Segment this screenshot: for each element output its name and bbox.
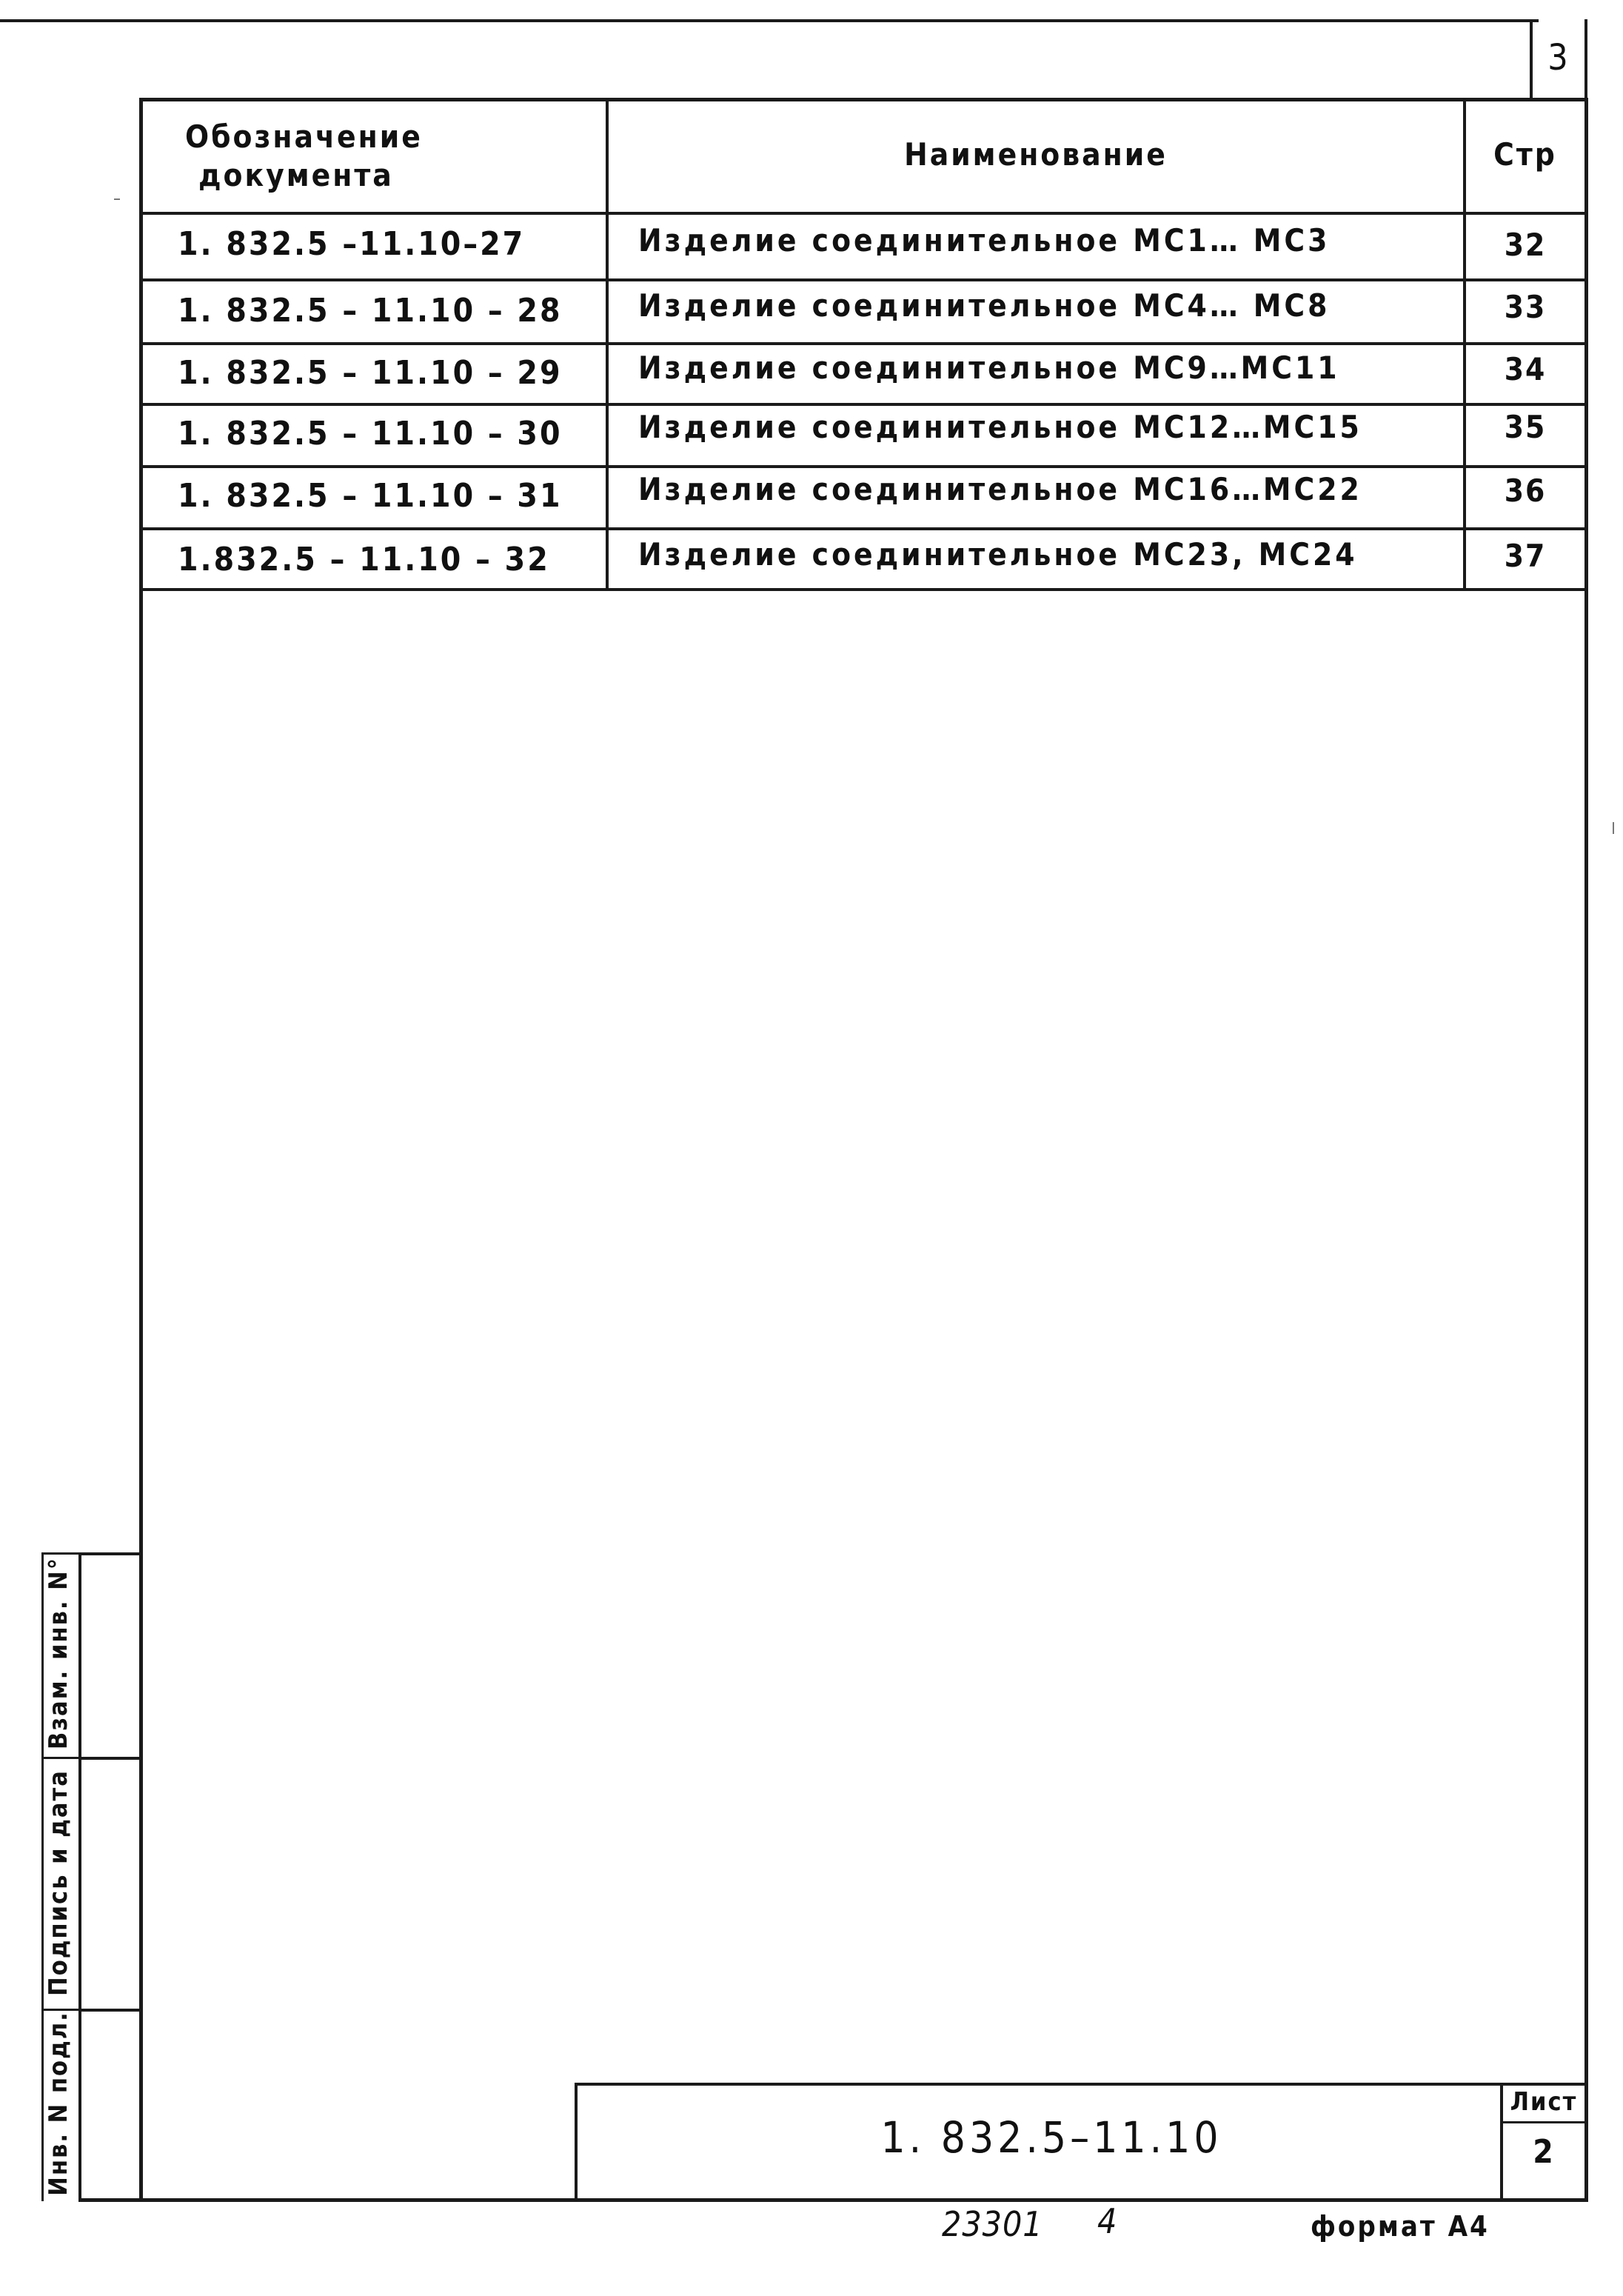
side-label-signature-date: Подпись и дата bbox=[44, 1769, 73, 1996]
header-designation-line2: документа bbox=[198, 157, 394, 193]
frame-top bbox=[139, 98, 1587, 101]
side-stamp-divider-1 bbox=[78, 1757, 142, 1760]
row-line-3 bbox=[139, 403, 1587, 406]
header-page: Стр bbox=[1493, 136, 1557, 173]
side-label-div-1 bbox=[41, 1757, 81, 1759]
row-code: 1. 832.5 – 11.10 – 29 bbox=[178, 354, 563, 392]
scan-mark-right bbox=[1613, 822, 1614, 834]
row-line-2 bbox=[139, 342, 1587, 345]
side-label-div-2 bbox=[41, 2009, 81, 2011]
copy-number: 4 bbox=[1097, 2201, 1119, 2241]
frame-bottom bbox=[78, 2198, 1588, 2202]
row-line-5 bbox=[139, 527, 1587, 530]
format-label: формат А4 bbox=[1311, 2210, 1490, 2243]
side-label-inv-orig: Инв. N подл. bbox=[44, 2011, 73, 2196]
row-page: 37 bbox=[1504, 538, 1547, 574]
side-stamp-divider-2 bbox=[78, 2009, 142, 2012]
row-page: 36 bbox=[1504, 473, 1547, 509]
corner-page-number: 3 bbox=[1547, 37, 1570, 79]
row-line-1 bbox=[139, 278, 1587, 281]
header-designation-line1: Обозначение bbox=[185, 119, 423, 155]
side-stamp-left-line bbox=[78, 1554, 81, 2201]
top-border-line bbox=[0, 19, 1539, 22]
row-code: 1. 832.5 – 11.10 – 28 bbox=[178, 292, 563, 330]
title-block-left-line bbox=[575, 2083, 578, 2201]
sheet-label: Лист bbox=[1510, 2087, 1578, 2117]
doc-code: 1. 832.5–11.10 bbox=[880, 2112, 1222, 2163]
row-name: Изделие соединительное МС1… МС3 bbox=[638, 222, 1331, 258]
row-name: Изделие соединительное МС4… МС8 bbox=[638, 287, 1331, 324]
row-page: 32 bbox=[1504, 227, 1547, 263]
table-bottom-line bbox=[139, 588, 1587, 591]
header-bottom-line bbox=[139, 212, 1587, 215]
row-name: Изделие соединительное МС12…МС15 bbox=[638, 409, 1362, 445]
side-label-top bbox=[41, 1552, 81, 1555]
sheet-number: 2 bbox=[1533, 2133, 1555, 2171]
row-code: 1. 832.5 – 11.10 – 30 bbox=[178, 415, 563, 453]
row-name: Изделие соединительное МС16…МС22 bbox=[638, 471, 1362, 507]
title-block-sheet-line bbox=[1500, 2121, 1587, 2123]
scan-mark-left bbox=[114, 198, 120, 200]
row-name: Изделие соединительное МС23, МС24 bbox=[638, 536, 1358, 573]
row-code: 1.832.5 – 11.10 – 32 bbox=[178, 541, 550, 578]
archive-number: 23301 bbox=[942, 2204, 1043, 2244]
side-label-edge bbox=[41, 1554, 44, 2201]
corner-box-right bbox=[1584, 19, 1587, 101]
row-page: 33 bbox=[1504, 289, 1547, 325]
header-name: Наименование bbox=[904, 136, 1168, 173]
corner-box-left bbox=[1530, 19, 1533, 101]
frame-right bbox=[1584, 98, 1588, 2201]
row-page: 35 bbox=[1504, 409, 1547, 445]
row-name: Изделие соединительное МС9…МС11 bbox=[638, 350, 1340, 386]
row-page: 34 bbox=[1504, 351, 1547, 387]
title-block-top-line bbox=[575, 2083, 1587, 2086]
row-code: 1. 832.5 – 11.10 – 31 bbox=[178, 477, 563, 515]
frame-left bbox=[139, 98, 143, 2201]
side-stamp-top-line bbox=[78, 1552, 142, 1555]
row-code: 1. 832.5 –11.10–27 bbox=[178, 225, 526, 263]
row-line-4 bbox=[139, 465, 1587, 468]
side-label-replaced-inv: Взам. инв. N° bbox=[44, 1556, 73, 1750]
